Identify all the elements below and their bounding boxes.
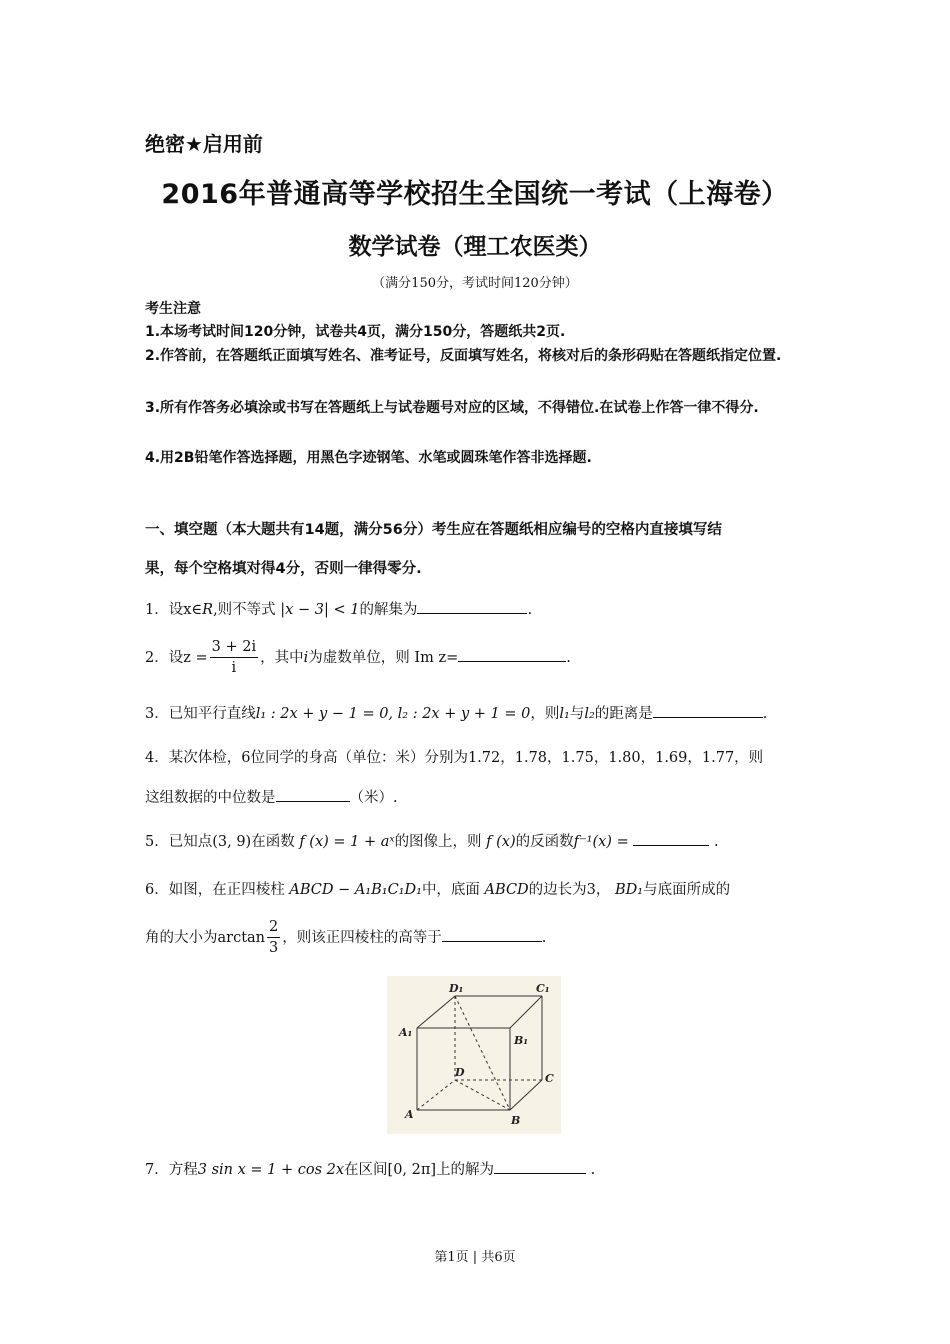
secret-mark: 绝密★启用前 [145,132,263,156]
math-symbol: i [303,650,309,666]
question-text: 角的大小为 [145,930,218,946]
label-B: B [511,1114,521,1127]
function-expression: f (x) = 1 + aˣ [299,834,395,850]
question-6 [145,878,730,899]
notice-item-4: 4.用2B铅笔作答选择题，用黑色字迹钢笔、水笔或圆珠笔作答非选择题. [145,450,592,466]
question-text: 已知点 [168,834,213,850]
answer-blank[interactable] [276,787,350,802]
question-number: 1． [145,602,169,618]
arctan-function: arctan [217,930,266,946]
punctuation: = [446,650,459,666]
question-text: 的图像上，则 [394,834,482,850]
question-number: 2． [145,650,169,666]
question-text: 在函数 [251,834,295,850]
question-text: 这组数据的中位数是 [145,790,276,806]
punctuation: . [527,602,533,618]
label-C: C [545,1072,554,1085]
question-text: ，其中 [260,650,304,666]
question-1 [145,598,532,619]
function-symbol: f (x) [486,834,516,850]
question-3 [145,702,767,723]
punctuation: . [590,1162,596,1178]
label-D1: D₁ [449,982,464,995]
notice-item-2: 2.作答前，在答题纸正面填写姓名、准考证号，反面填写姓名，将核对后的条形码贴在答题纸指定位置. [145,348,782,364]
page-footer: 第1页 | 共6页 [434,1250,516,1265]
fraction-numerator: 3 + 2i [210,638,258,658]
punctuation: . [713,834,719,850]
question-number: 7． [145,1162,169,1178]
prism-name: ABCD − A₁B₁C₁D₁ [289,882,422,898]
question-text: 的解集为 [359,602,418,618]
notice-item-3: 3.所有作答务必填涂或书写在答题纸上与试卷题号对应的区域，不得错位.在试卷上作答一律不得分. [145,400,759,416]
label-A: A [405,1108,414,1121]
question-text: 为虚数单位，则 [308,650,410,666]
question-number: 5． [145,834,169,850]
question-number: 4． [145,750,169,766]
question-text: 方程 [168,1162,198,1178]
question-text: 设z = [168,650,208,666]
question-6-line-2 [145,918,546,958]
math-symbol: l₂ [584,706,595,722]
label-D: D [455,1066,465,1079]
prism-diagram [387,976,561,1134]
question-text: ,则不等式 [213,602,276,618]
answer-blank[interactable] [458,647,566,662]
question-text: 与底面所成的 [643,882,731,898]
fraction-numerator: 2 [267,918,280,938]
segment-name: BD₁ [615,882,644,898]
notice-title: 考生注意 [145,301,201,317]
point: (3, 9) [212,834,252,850]
answer-blank[interactable] [653,703,763,718]
answer-blank[interactable] [633,831,709,846]
punctuation: . [541,930,547,946]
question-text: 某次体检，6位同学的身高（单位：米）分别为1.72，1.78，1.75，1.80，1.69，1.77，则 [168,750,764,766]
question-7 [145,1158,595,1179]
question-2 [145,638,571,678]
punctuation: . [566,650,571,666]
question-text: 上的解为 [436,1162,495,1178]
question-number: 6． [145,882,169,898]
fraction-denominator: 3 [269,940,279,956]
question-text: （米）. [349,790,398,806]
answer-blank[interactable] [494,1159,586,1174]
section-heading-line-2: 果，每个空格填对得4分，否则一律得零分. [145,561,422,577]
question-text: 已知平行直线 [168,706,256,722]
answer-blank[interactable] [417,599,527,614]
section-heading-line-1: 一、填空题（本大题共有14题，满分56分）考生应在答题纸相应编号的空格内直接填写结 [145,522,722,538]
question-text: 与 [569,706,585,722]
notice-item-1: 1.本场考试时间120分钟，试卷共4页，满分150分，答题纸共2页. [145,324,566,340]
fraction-denominator: i [231,660,237,676]
inequality-expression: |x − 3| < 1 [280,602,360,618]
exam-title: 2016年普通高等学校招生全国统一考试（上海卷） [161,179,789,210]
score-time-note: （满分150分，考试时间120分钟） [372,276,578,291]
question-4 [145,746,763,767]
math-symbol: l₁ [559,706,570,722]
prism-figure [387,976,561,1134]
question-4-line-2 [145,786,398,807]
equation: 3 sin x = 1 + cos 2x [197,1162,345,1178]
fraction [267,918,280,958]
line-equations: l₁ : 2x + y − 1 = 0, l₂ : 2x + y + 1 = 0 [255,706,531,722]
question-text: 中，底面 [421,882,480,898]
math-expression: Im z [414,650,447,666]
math-symbol: R [202,602,214,618]
base-name: ABCD [484,882,529,898]
exam-subtitle: 数学试卷（理工农医类） [348,234,602,260]
question-text: 在区间 [344,1162,388,1178]
question-5 [145,830,719,851]
question-number: 3． [145,706,169,722]
question-text: 的反函数 [515,834,574,850]
question-text: ，则 [530,706,560,722]
label-C1: C₁ [536,982,550,995]
question-text: 如图，在正四棱柱 [168,882,285,898]
inverse-function: f⁻¹(x) = [573,834,629,850]
question-text: 的距离是 [594,706,653,722]
question-text: ，则该正四棱柱的高等于 [282,930,442,946]
question-text: 设x∈ [168,602,203,618]
answer-blank[interactable] [442,927,542,942]
label-B1: B₁ [514,1034,529,1047]
fraction [210,638,258,678]
punctuation: . [762,706,768,722]
question-text: 的边长为3， [528,882,611,898]
label-A1: A₁ [399,1026,413,1039]
interval: [0, 2π] [387,1162,437,1178]
